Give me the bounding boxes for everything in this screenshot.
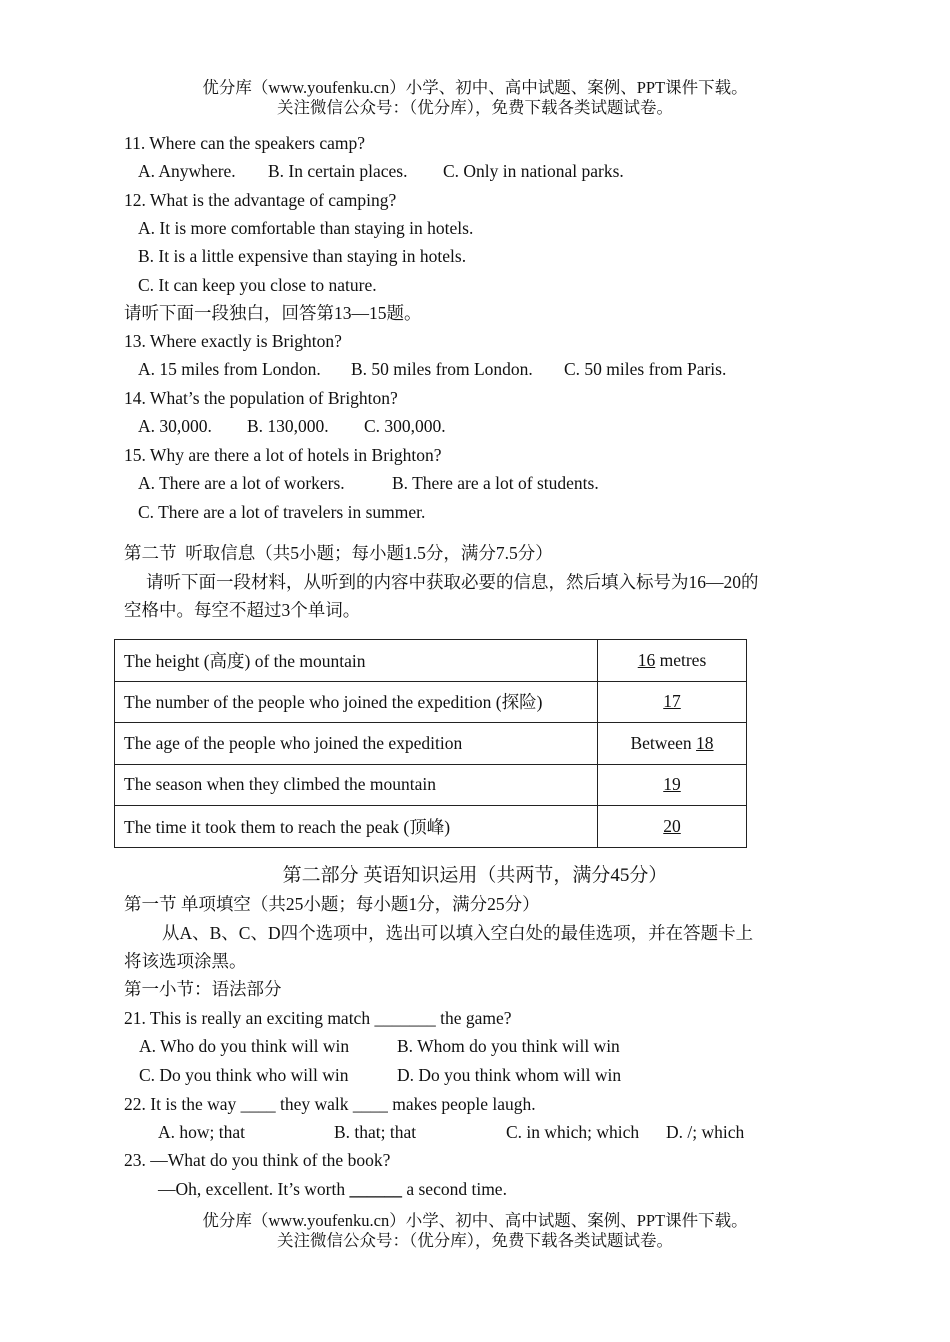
q22-option-d: D. /; which xyxy=(666,1122,745,1142)
part-2-instruction-1: 从A、B、C、D四个选项中，选出可以填入空白处的最佳选项，并在答题卡上 xyxy=(162,923,754,943)
row-label: The season when they climbed the mountain xyxy=(115,764,598,806)
q11-option-c: C. Only in national parks. xyxy=(443,161,624,181)
question-13: 13. Where exactly is Brighton? xyxy=(124,331,342,351)
question-15: 15. Why are there a lot of hotels in Brighton? xyxy=(124,445,442,465)
q15-option-a: A. There are a lot of workers. xyxy=(138,473,345,493)
header-line-2: 关注微信公众号：（优分库），免费下载各类试题试卷。 xyxy=(277,98,673,117)
section-2-instruction-1: 请听下面一段材料，从听到的内容中获取必要的信息，然后填入标号为16—20的 xyxy=(146,572,759,592)
answer-cell xyxy=(598,681,747,723)
question-21: 21. This is really an exciting match _______ the game? xyxy=(124,1008,512,1028)
table-row xyxy=(115,640,747,682)
table-row xyxy=(115,723,747,765)
footer-line-2: 关注微信公众号：（优分库），免费下载各类试题试卷。 xyxy=(277,1231,673,1250)
answer-cell: 16 metres xyxy=(598,640,747,682)
information-table xyxy=(114,639,747,848)
q15-option-c: C. There are a lot of travelers in summer. xyxy=(138,502,426,522)
q22-option-b: B. that; that xyxy=(334,1122,417,1142)
q15-option-b: B. There are a lot of students. xyxy=(392,473,599,493)
q13-option-a: A. 15 miles from London. xyxy=(138,359,321,379)
q21-option-d: D. Do you think whom will win xyxy=(397,1065,622,1085)
q13-option-c: C. 50 miles from Paris. xyxy=(564,359,727,379)
q12-option-c: C. It can keep you close to nature. xyxy=(138,275,377,295)
answer-blank-16: 16 xyxy=(637,649,656,670)
q13-option-b: B. 50 miles from London. xyxy=(351,359,533,379)
q12-option-b: B. It is a little expensive than staying in hotels. xyxy=(138,246,467,266)
question-22: 22. It is the way ____ they walk ____ makes people laugh. xyxy=(124,1094,536,1114)
row-label: The height (高度) of the mountain xyxy=(115,640,598,682)
question-23: 23. —What do you think of the book? xyxy=(124,1150,391,1170)
footer-line-1: 优分库（www.youfenku.cn）小学、初中、高中试题、案例、PPT课件下载。 xyxy=(202,1211,748,1230)
q22-option-a: A. how; that xyxy=(158,1122,246,1142)
table-row xyxy=(115,681,747,723)
section-2-title: 第二节 听取信息（共5小题；每小题1.5分，满分7.5分） xyxy=(124,543,553,563)
section-2-instruction-2: 空格中。每空不超过3个单词。 xyxy=(124,600,361,620)
answer-blank-18: 18 xyxy=(696,732,714,753)
q14-option-a: A. 30,000. xyxy=(138,416,212,436)
subsection-title: 第一小节：语法部分 xyxy=(124,979,282,999)
q12-option-a: A. It is more comfortable than staying in hotels. xyxy=(138,218,474,238)
answer-cell: Between 18 xyxy=(598,723,747,765)
q23-blank: ______ xyxy=(349,1179,402,1199)
q14-option-c: C. 300,000. xyxy=(364,416,446,436)
q14-option-b: B. 130,000. xyxy=(247,416,329,436)
table-row xyxy=(115,806,747,848)
answer-blank-20: 20 xyxy=(663,815,681,836)
table-row xyxy=(115,764,747,806)
answer-blank-17: 17 xyxy=(663,691,681,712)
row-label: The number of the people who joined the expedition (探险) xyxy=(115,681,598,723)
q21-option-b: B. Whom do you think will win xyxy=(397,1036,620,1056)
answer-blank-19: 19 xyxy=(663,774,681,795)
q21-option-a: A. Who do you think will win xyxy=(139,1036,350,1056)
question-12: 12. What is the advantage of camping? xyxy=(124,190,397,210)
q23-reply: —Oh, excellent. It’s worth ______ a second time. xyxy=(158,1179,507,1199)
row-label: The time it took them to reach the peak (顶峰) xyxy=(115,806,598,848)
question-11: 11. Where can the speakers camp? xyxy=(124,133,365,153)
q11-option-a: A. Anywhere. xyxy=(138,161,236,181)
q11-option-b: B. In certain places. xyxy=(268,161,408,181)
answer-cell xyxy=(598,806,747,848)
instruction-13-15: 请听下面一段独白，回答第13—15题。 xyxy=(124,303,422,323)
q22-option-c: C. in which; which xyxy=(506,1122,640,1142)
answer-cell xyxy=(598,764,747,806)
part-2-section-1-title: 第一节 单项填空（共25小题；每小题1分，满分25分） xyxy=(124,894,540,914)
header-line-1: 优分库（www.youfenku.cn）小学、初中、高中试题、案例、PPT课件下载。 xyxy=(202,78,748,97)
question-14: 14. What’s the population of Brighton? xyxy=(124,388,398,408)
q21-option-c: C. Do you think who will win xyxy=(139,1065,349,1085)
part-2-instruction-2: 将该选项涂黑。 xyxy=(124,951,247,971)
row-label: The age of the people who joined the expedition xyxy=(115,723,598,765)
part-2-title: 第二部分 英语知识运用（共两节，满分45分） xyxy=(282,865,668,886)
